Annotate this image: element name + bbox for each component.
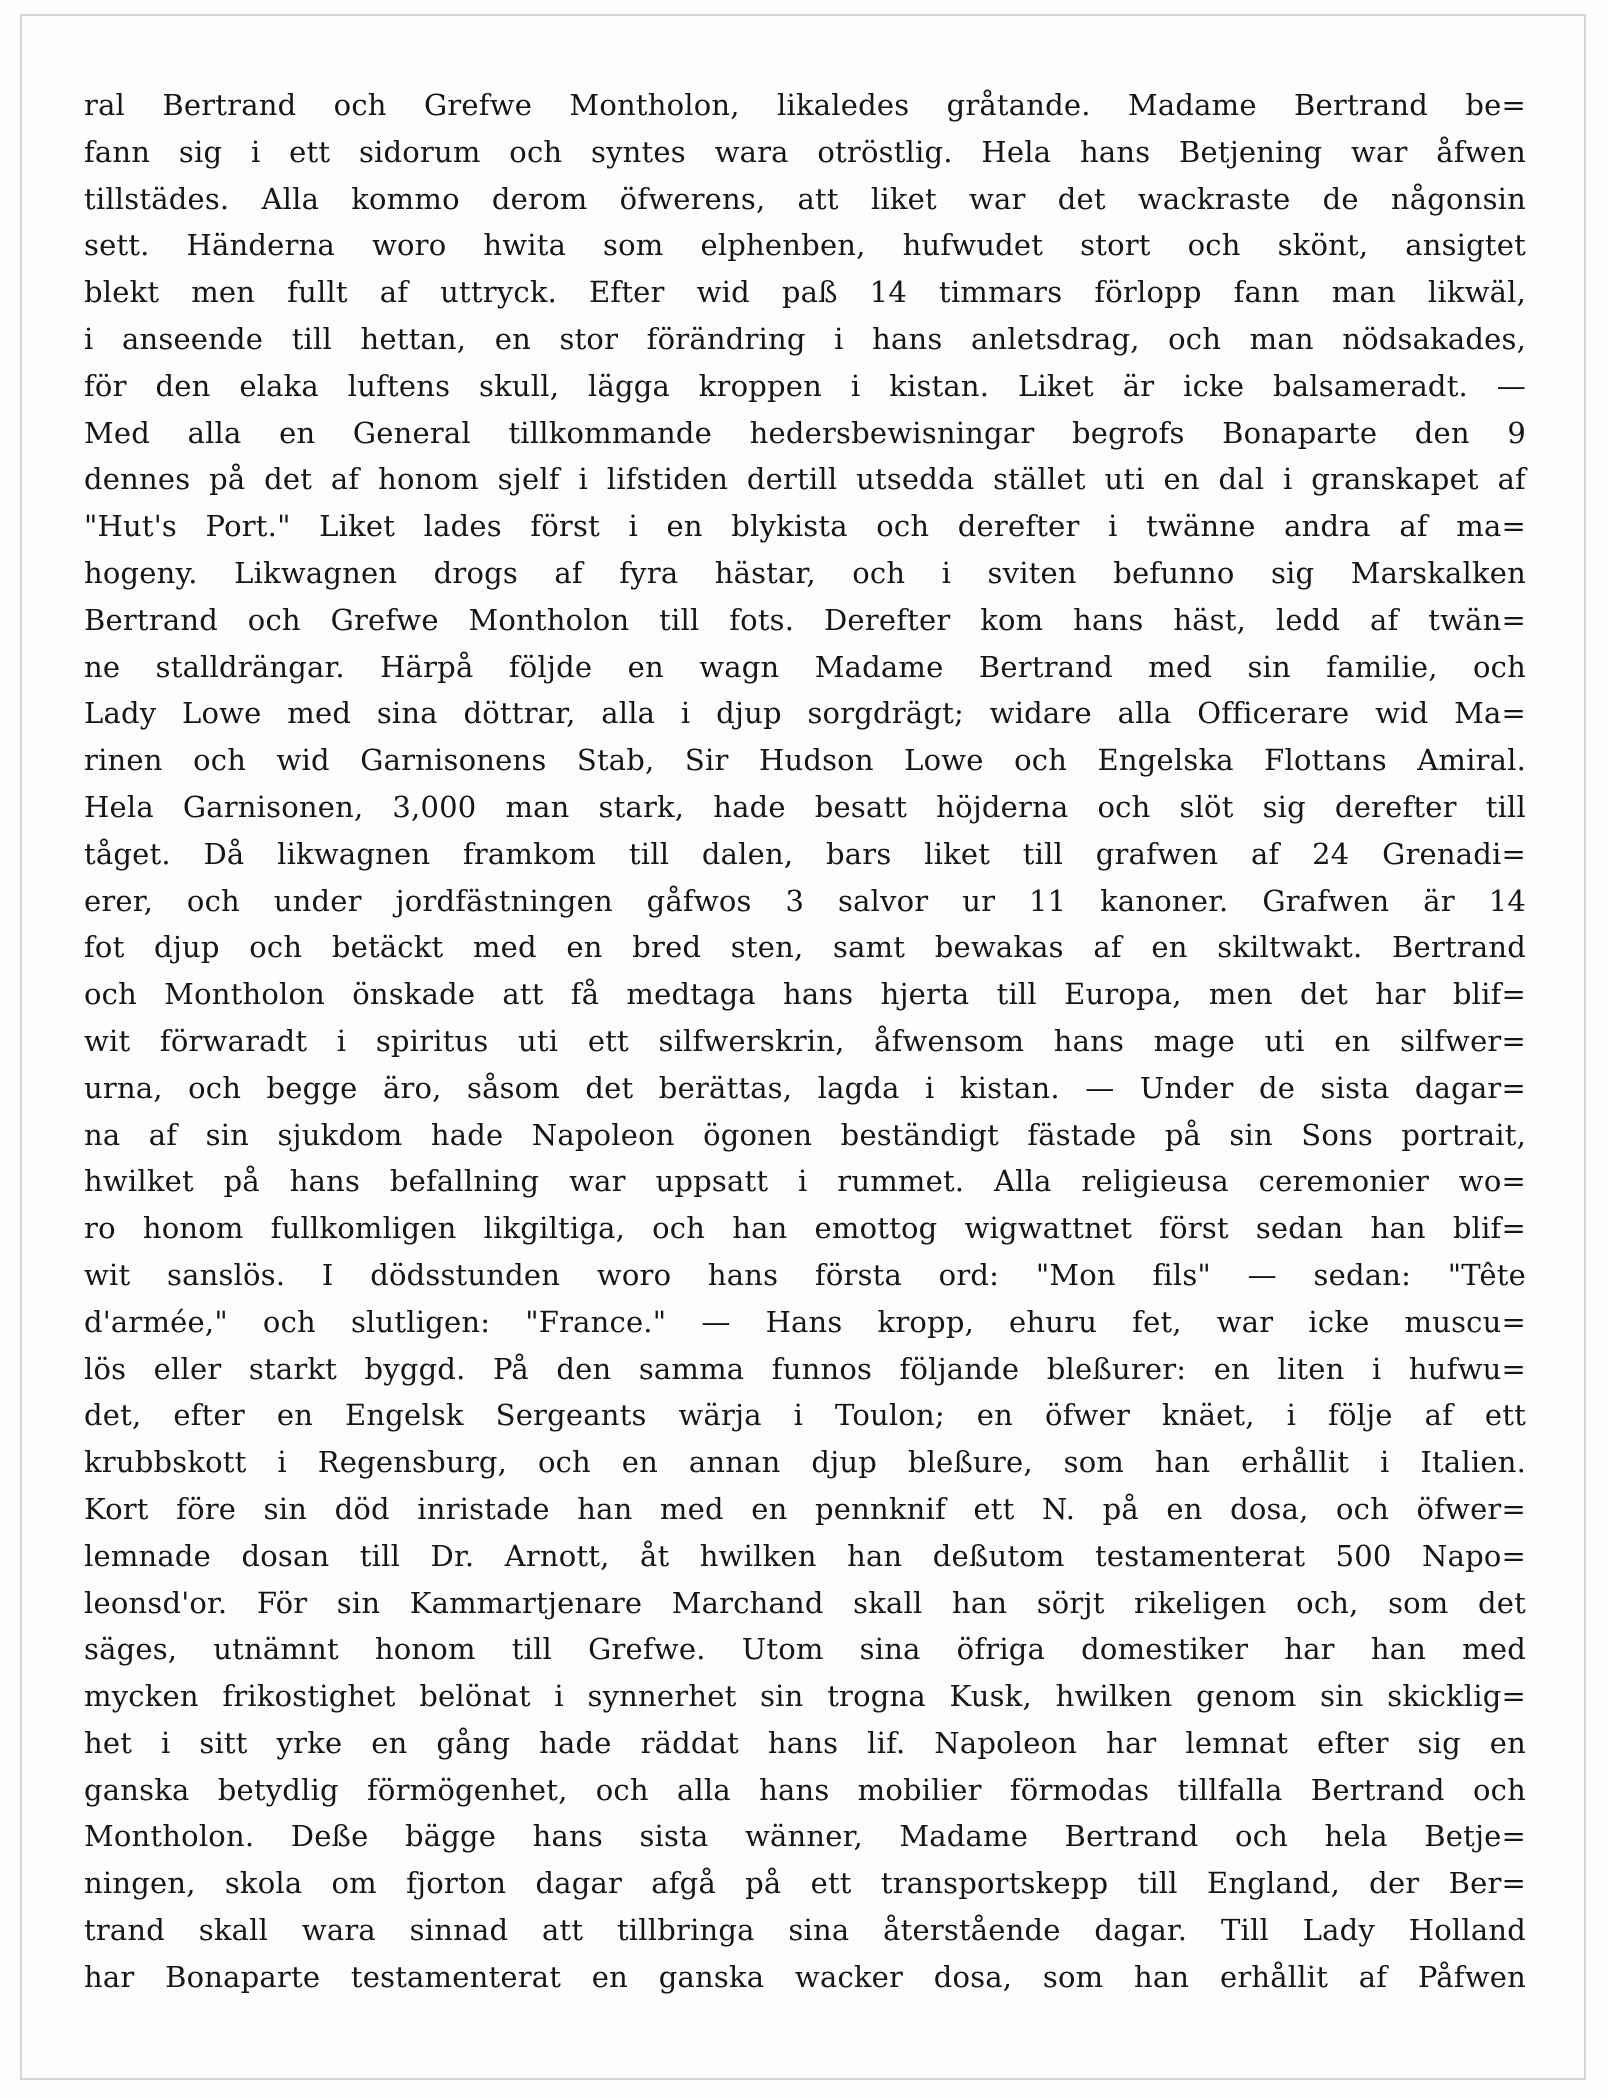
text-line: leonsd'or. För sin Kammartjenare Marchand skall han sörjt rikeligen och, som det [84,1585,1526,1620]
text-line: na af sin sjukdom hade Napoleon ögonen beständigt fästade på sin Sons portrait, [84,1117,1526,1152]
text-line: säges, utnämnt honom till Grefwe. Utom sina öfriga domestiker har han med [84,1632,1526,1667]
text-line: mycken frikostighet belönat i synnerhet sin trogna Kusk, hwilken genom sin skicklig= [84,1679,1526,1714]
text-line: det, efter en Engelsk Sergeants wärja i Toulon; en öfwer knäet, i följe af ett [84,1398,1526,1433]
text-line: Hela Garnisonen, 3,000 man stark, hade besatt höjderna och slöt sig derefter till [84,789,1526,824]
text-line: Montholon. Deße bägge hans sista wänner, Madame Bertrand och hela Betje= [84,1819,1526,1854]
text-line: trand skall wara sinnad att tillbringa sina återstående dagar. Till Lady Holland [84,1913,1526,1948]
text-line: erer, och under jordfästningen gåfwos 3 salvor ur 11 kanoner. Grafwen är 14 [84,883,1526,918]
text-line: fann sig i ett sidorum och syntes wara otröstlig. Hela hans Betjening war åfwen [84,134,1526,169]
text-line: het i sitt yrke en gång hade räddat hans lif. Napoleon har lemnat efter sig en [84,1725,1526,1760]
text-line: Lady Lowe med sina döttrar, alla i djup sorgdrägt; widare alla Officerare wid Ma= [84,696,1526,731]
text-line: Bertrand och Grefwe Montholon till fots. Derefter kom hans häst, ledd af twän= [84,602,1526,637]
text-line: urna, och begge äro, såsom det berättas, lagda i kistan. — Under de sista dagar= [84,1070,1526,1105]
text-line: tåget. Då likwagnen framkom till dalen, bars liket till grafwen af 24 Grenadi= [84,836,1526,871]
text-line: wit sanslös. I dödsstunden woro hans första ord: "Mon fils" — sedan: "Tête [84,1257,1526,1292]
text-line: hogeny. Likwagnen drogs af fyra hästar, och i sviten befunno sig Marskalken [84,555,1526,590]
text-line: lemnade dosan till Dr. Arnott, åt hwilken han deßutom testamenterat 500 Napo= [84,1538,1526,1573]
text-line: ne stalldrängar. Härpå följde en wagn Madame Bertrand med sin familie, och [84,649,1526,684]
body-text [84,82,1526,2001]
text-line: blekt men fullt af uttryck. Efter wid paß 14 timmars förlopp fann man likwäl, [84,275,1526,310]
text-line: ral Bertrand och Grefwe Montholon, likaledes gråtande. Madame Bertrand be= [84,88,1526,122]
text-line: för den elaka luftens skull, lägga kroppen i kistan. Liket är icke balsameradt. — [84,368,1526,403]
text-line: rinen och wid Garnisonens Stab, Sir Hudson Lowe och Engelska Flottans Amiral. [84,743,1526,778]
text-line: Kort före sin död inristade han med en pennknif ett N. på en dosa, och öfwer= [84,1491,1526,1526]
text-line: hwilket på hans befallning war uppsatt i rummet. Alla religieusa ceremonier wo= [84,1164,1526,1199]
text-line: ro honom fullkomligen likgiltiga, och han emottog wigwattnet först sedan han blif= [84,1211,1526,1246]
text-line: sett. Händerna woro hwita som elphenben, hufwudet stort och skönt, ansigtet [84,228,1526,263]
text-line: lös eller starkt byggd. På den samma funnos följande bleßurer: en liten i hufwu= [84,1351,1526,1386]
text-line: i anseende till hettan, en stor förändring i hans anletsdrag, och man nödsakades, [84,321,1526,356]
text-line: och Montholon önskade att få medtaga hans hjerta till Europa, men det har blif= [84,977,1526,1012]
text-line: krubbskott i Regensburg, och en annan djup bleßure, som han erhållit i Italien. [84,1445,1526,1480]
text-line: wit förwaradt i spiritus uti ett silfwerskrin, åfwensom hans mage uti en silfwer= [84,1023,1526,1058]
text-line: Med alla en General tillkommande hedersbewisningar begrofs Bonaparte den 9 [84,415,1526,450]
text-line: ningen, skola om fjorton dagar afgå på ett transportskepp till England, der Ber= [84,1866,1526,1901]
text-line: tillstädes. Alla kommo derom öfwerens, att liket war det wackraste de någonsin [84,181,1526,216]
text-line: ganska betydlig förmögenhet, och alla hans mobilier förmodas tillfalla Bertrand och [84,1772,1526,1807]
text-line: dennes på det af honom sjelf i lifstiden dertill utsedda stället uti en dal i granskapet af [84,462,1526,497]
text-line: har Bonaparte testamenterat en ganska wacker dosa, som han erhållit af Påfwen [84,1959,1526,1994]
text-line: fot djup och betäckt med en bred sten, samt bewakas af en skiltwakt. Bertrand [84,930,1526,965]
text-line: d'armée," och slutligen: "France." — Hans kropp, ehuru fet, war icke muscu= [84,1304,1526,1339]
text-line: "Hut's Port." Liket lades först i en blykista och derefter i twänne andra af ma= [84,509,1526,544]
